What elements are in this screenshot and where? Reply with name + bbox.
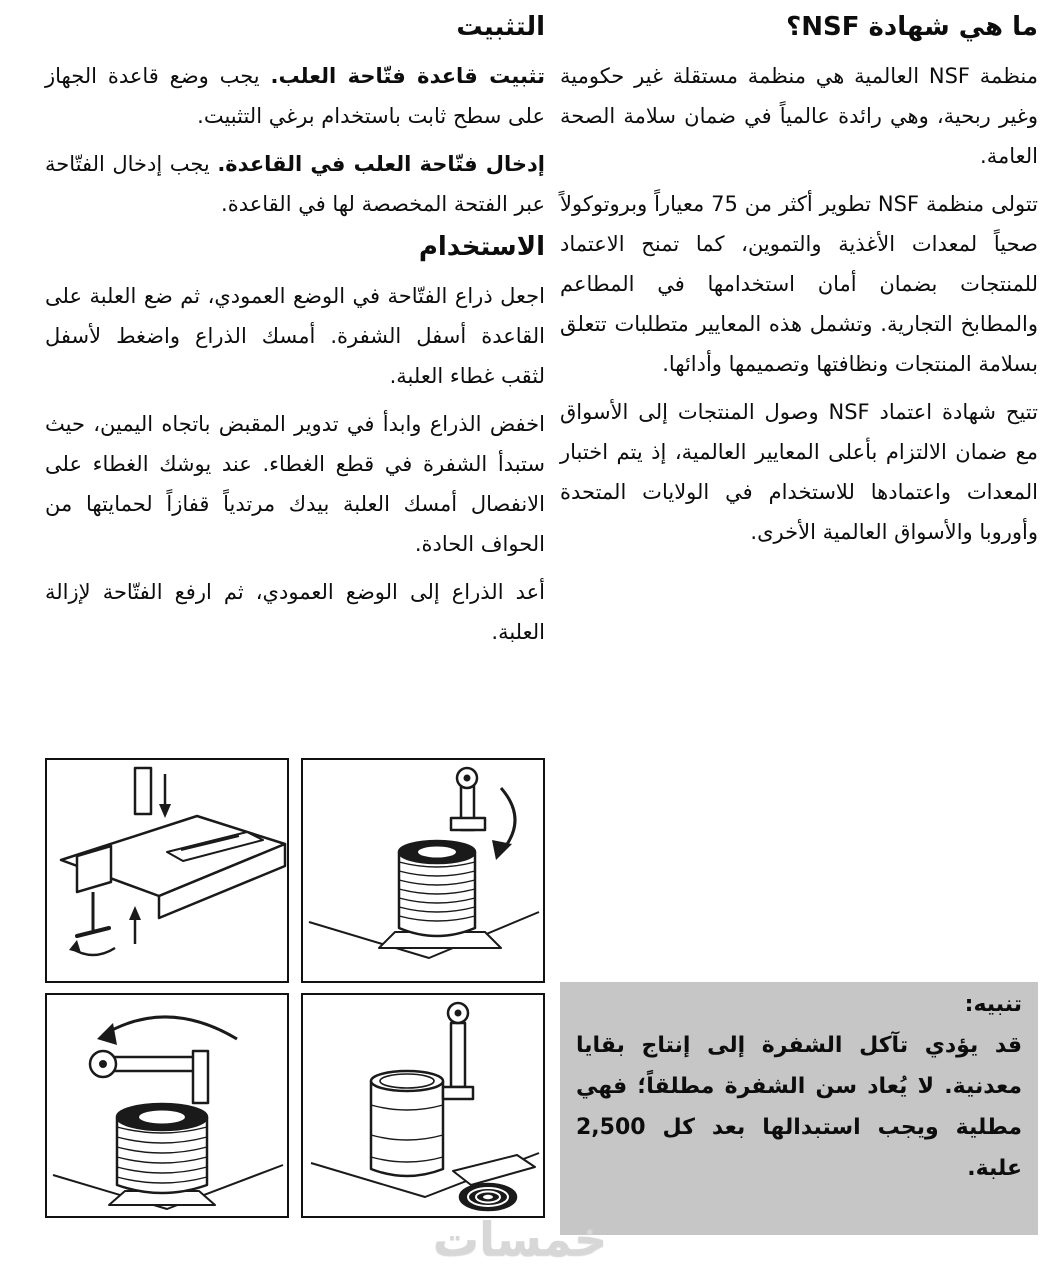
site-watermark: خمسات [432, 1212, 608, 1266]
figure-grid [45, 758, 545, 1218]
nsf-heading: ما هي شهادة NSF؟ [786, 12, 1038, 42]
usage-paragraph-3: أعد الذراع إلى الوضع العمودي، ثم ارفع الفتّاحة لإزالة العلبة. [45, 580, 545, 644]
column-nsf [560, 8, 1038, 560]
install-step-2 [45, 144, 545, 224]
warning-box [560, 982, 1038, 1235]
install-heading: التثبيت [456, 12, 545, 42]
nsf-paragraph-2: تتولى منظمة NSF تطوير أكثر من 75 معياراً وبروتوكولاً صحياً لمعدات الأغذية والتموين، كما تمنح الاعتماد للمنتجات بضمان أمان استخدامها في المطاعم والمطابخ التجارية. وتشمل هذه المعايير متطلبات تتعلق بسلامة المنتجات ونظافتها وتصميمها وأدائها. [560, 192, 1039, 376]
install-step-1 [45, 56, 545, 136]
figure-clamp-install [45, 758, 289, 983]
nsf-paragraph-3: تتيح شهادة اعتماد NSF وصول المنتجات إلى الأسواق مع ضمان الالتزام بأعلى المعايير العالمية، إذ يتم اختبار المعدات واعتمادها للاستخدام في الولايات المتحدة وأوروبا والأسواق العالمية الأخرى. [560, 400, 1038, 544]
remove-can-illustration [303, 995, 543, 1216]
warning-body: قد يؤدي تآكل الشفرة إلى إنتاج بقايا معدنية. لا يُعاد سن الشفرة مطلقاً؛ فهي مطلية ويجب استبدالها بعد كل 2,500 علبة. [576, 1033, 1022, 1181]
rotate-handle-illustration [47, 995, 287, 1216]
figure-remove-can [301, 993, 545, 1218]
nsf-paragraph-1: منظمة NSF العالمية هي منظمة مستقلة غير حكومية وغير ربحية، وهي رائدة عالمياً في ضمان سلامة الصحة العامة. [560, 64, 1039, 168]
figure-pierce-lid [301, 758, 545, 983]
clamp-install-illustration [47, 760, 287, 981]
install-step-2-lead: إدخال فتّاحة العلب في القاعدة. [217, 152, 545, 176]
install-step-1-lead: تثبيت قاعدة فتّاحة العلب. [270, 64, 545, 88]
usage-paragraph-1: اجعل ذراع الفتّاحة في الوضع العمودي، ثم ضع العلبة على القاعدة أسفل الشفرة. أمسك الذراع واضغط لأسفل لثقب غطاء العلبة. [45, 284, 545, 388]
usage-paragraph-2: اخفض الذراع وابدأ في تدوير المقبض باتجاه اليمين، حيث ستبدأ الشفرة في قطع الغطاء. عند يوشك الغطاء على الانفصال أمسك العلبة بيدك مرتدياً قفازاً لحمايتها من الحواف الحادة. [45, 412, 545, 556]
install-step-1-text: يجب وضع قاعدة الجهاز على سطح ثابت باستخدام برغي التثبيت. [45, 64, 545, 128]
column-instructions [45, 8, 545, 660]
install-step-2-text: يجب إدخال الفتّاحة عبر الفتحة المخصصة لها في القاعدة. [45, 152, 545, 216]
pierce-lid-illustration [303, 760, 543, 981]
usage-heading: الاستخدام [418, 232, 545, 262]
figure-rotate-handle [45, 993, 289, 1218]
warning-title: تنبيه: [964, 992, 1022, 1017]
